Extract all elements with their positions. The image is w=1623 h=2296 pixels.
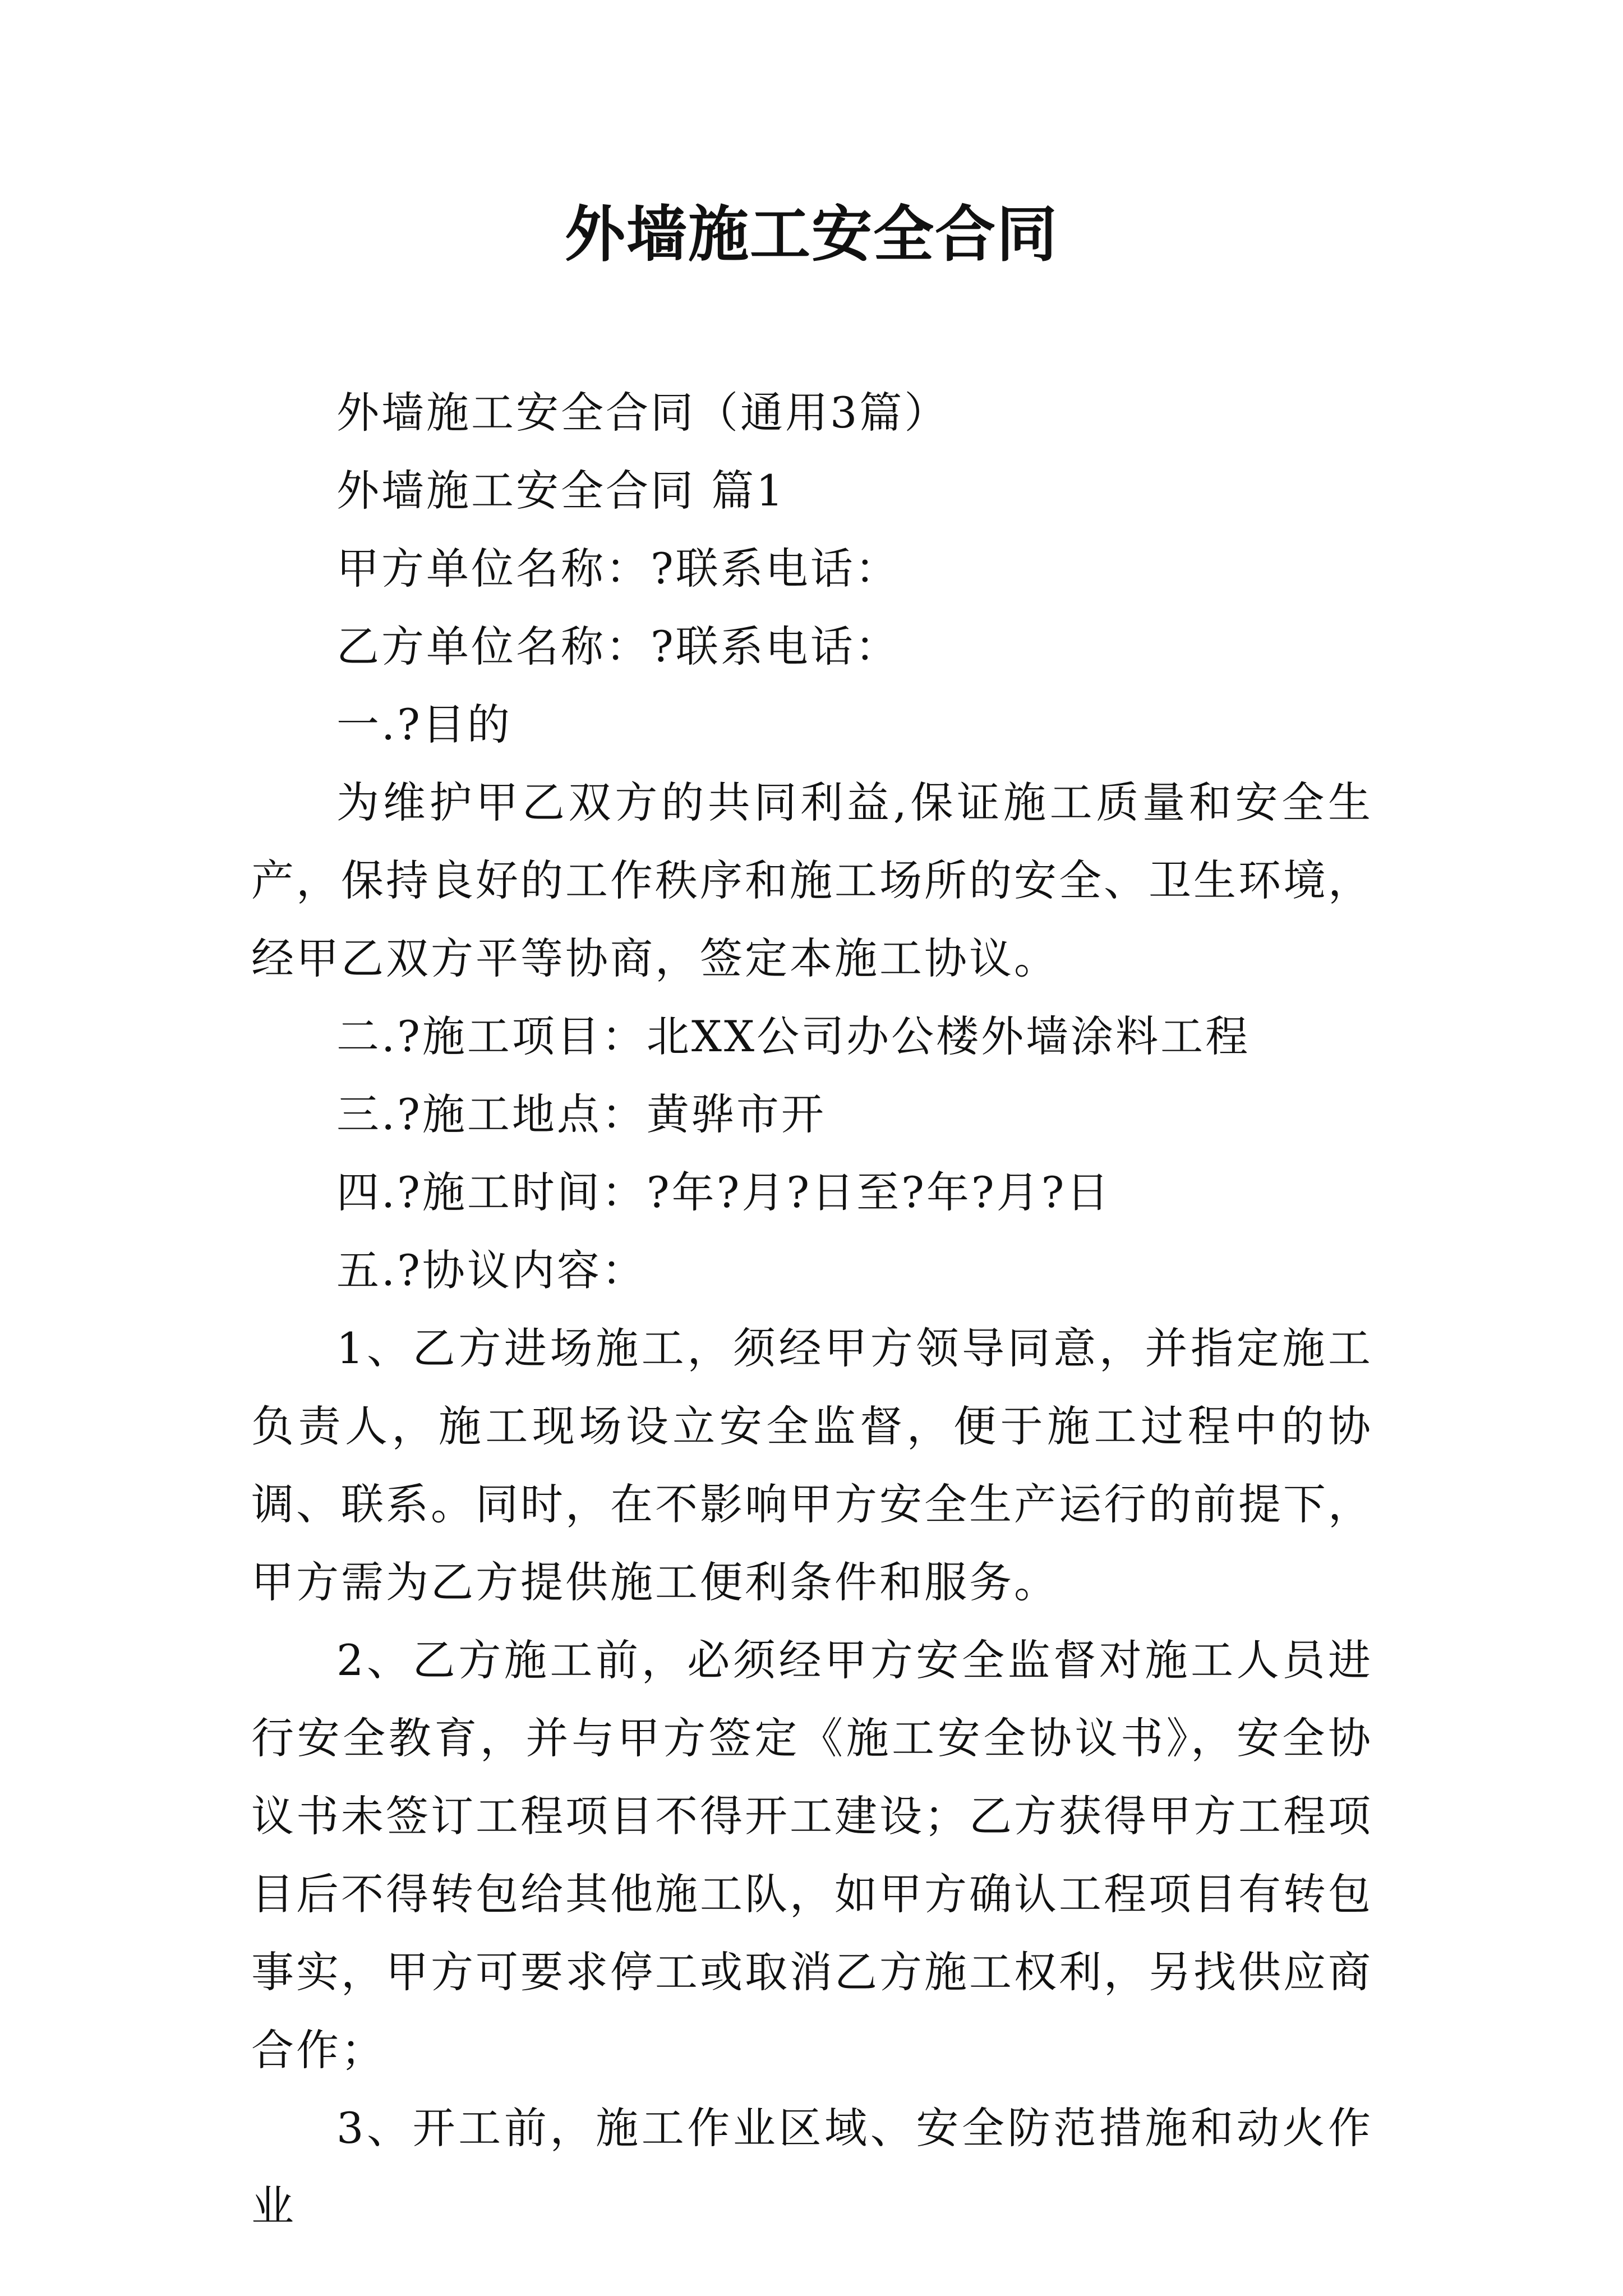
- paragraph: 为维护甲乙双方的共同利益,保证施工质量和安全生产，保持良好的工作秩序和施工场所的安全、卫生环境，经甲乙双方平等协商，签定本施工协议。: [251, 777, 1373, 983]
- document-body: [251, 374, 1373, 2245]
- paragraph: 外墙施工安全合同 篇1: [336, 466, 786, 516]
- paragraph: 2、乙方施工前，必须经甲方安全监督对施工人员进行安全教育，并与甲方签定《施工安全协议书》，安全协议书未签订工程项目不得开工建设；乙方获得甲方工程项目后不得转包给其他施工队，如甲方确认工程项目有转包事实，甲方可要求停工或取消乙方施工权利，另找供应商合作；: [251, 1635, 1373, 2075]
- paragraph: 3、开工前，施工作业区域、安全防范措施和动火作业: [251, 2103, 1373, 2231]
- paragraph: 乙方单位名称：?联系电话：: [336, 622, 900, 671]
- paragraph: 五.?协议内容：: [336, 1245, 647, 1295]
- paragraph: 1、乙方进场施工，须经甲方领导同意，并指定施工负责人，施工现场设立安全监督，便于施工过程中的协调、联系。同时，在不影响甲方安全生产运行的前提下，甲方需为乙方提供施工便利条件和服务。: [251, 1323, 1373, 1607]
- paragraph: 一.?目的: [336, 700, 512, 749]
- paragraph: 四.?施工时间：?年?月?日至?年?月?日: [336, 1167, 1112, 1217]
- paragraph: 外墙施工安全合同（通用3篇）: [336, 388, 949, 438]
- paragraph: 甲方单位名称：?联系电话：: [336, 544, 900, 593]
- paragraph: 二.?施工项目：北XX公司办公楼外墙涂料工程: [336, 1011, 1251, 1061]
- document-title: 外墙施工安全合同: [564, 199, 1058, 270]
- paragraph: 三.?施工地点：黄骅市开: [336, 1089, 826, 1139]
